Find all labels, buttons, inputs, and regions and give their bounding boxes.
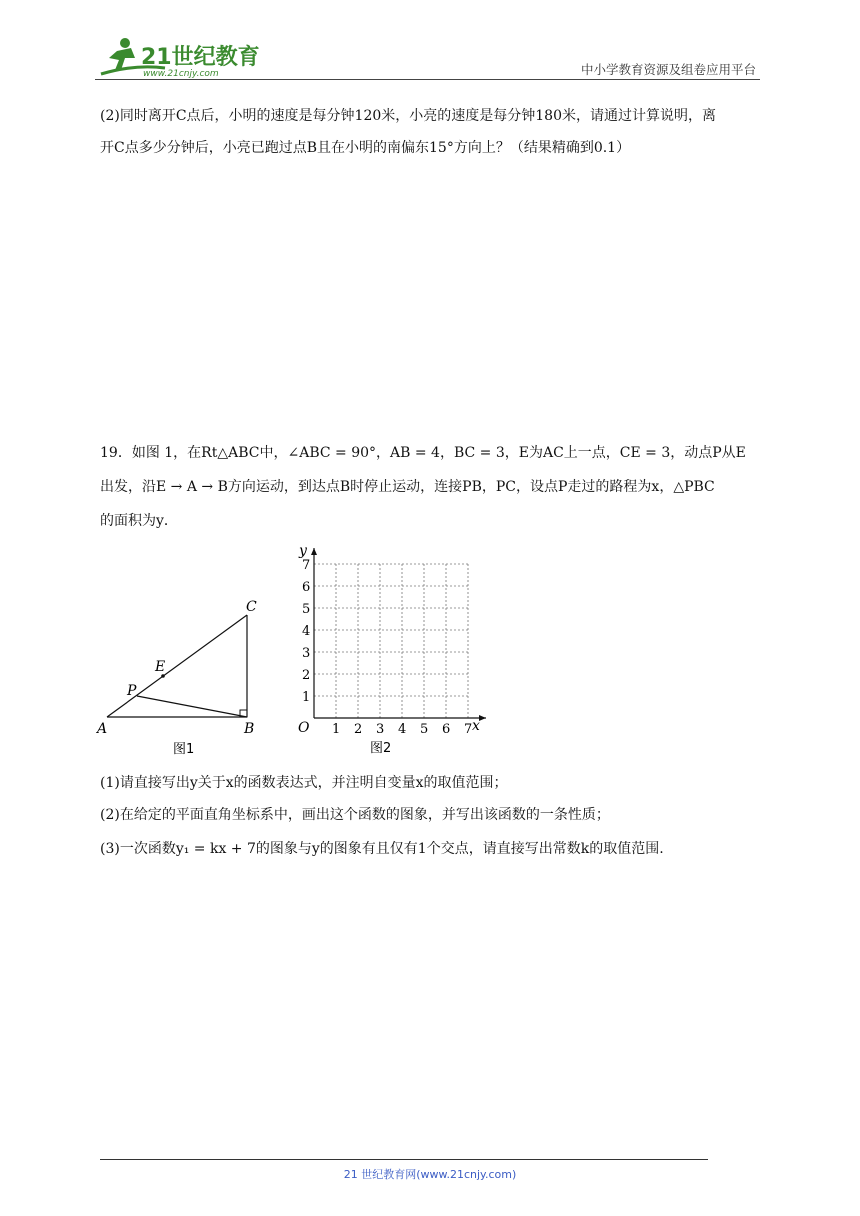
q19-line3: 的面积为y．: [100, 513, 178, 529]
x-tick-label: 2: [354, 722, 363, 737]
footer-divider: [100, 1159, 708, 1160]
y-tick-label: 2: [302, 668, 311, 683]
site-name: 中小学教育资源及组卷应用平台: [580, 62, 756, 77]
x-axis-arrow-icon: [479, 715, 486, 721]
label-E: E: [155, 659, 166, 675]
tick-labels: [302, 558, 472, 737]
y-tick-label: 1: [302, 690, 311, 705]
site-logo: [95, 34, 265, 82]
y-tick-label: 7: [302, 558, 311, 573]
q19-line2: 出发，沿E → A → B方向运动，到达点B时停止运动，连接PB，PC，设点P走过的路程为x，△PBC: [100, 479, 715, 495]
label-C: C: [246, 599, 257, 615]
q19-sub3: (3)一次函数y₁ = kx + 7的图象与y的图象有且仅有1个交点，请直接写出常数k的取值范围.: [100, 841, 664, 857]
x-axis-label: x: [472, 718, 480, 734]
logo-title: 21世纪教育: [141, 45, 260, 70]
label-B: B: [244, 721, 255, 737]
logo-url: www.21cnjy.com: [143, 69, 219, 79]
x-tick-label: 7: [464, 722, 473, 737]
y-axis-label: y: [299, 543, 307, 559]
q19-sub1: (1)请直接写出y关于x的函数表达式，并注明自变量x的取值范围；: [100, 775, 508, 791]
y-tick-label: 4: [302, 624, 311, 639]
y-tick-label: 5: [302, 602, 311, 617]
figure-1-caption: 图1: [173, 742, 195, 757]
y-tick-label: 3: [302, 646, 311, 661]
q19-sub2: (2)在给定的平面直角坐标系中，画出这个函数的图象，并写出该函数的一条性质；: [100, 807, 610, 823]
x-tick-label: 1: [332, 722, 341, 737]
q19-line1: 19．如图 1，在Rt△ABC中，∠ABC = 90°，AB = 4，BC = 3，E为AC上一点，CE = 3，动点P从E: [100, 445, 746, 461]
y-tick-label: 6: [302, 580, 311, 595]
figure-2-caption: 图2: [370, 741, 392, 756]
label-A: A: [97, 721, 108, 737]
grid-lines: [314, 564, 468, 718]
x-tick-label: 5: [420, 722, 429, 737]
q18-part2-line2: 开C点多少分钟后，小亮已跑过点B且在小明的南偏东15°方向上？（结果精确到0.1）: [100, 140, 631, 156]
origin-label: O: [298, 720, 310, 736]
x-tick-label: 6: [442, 722, 451, 737]
label-P: P: [127, 683, 137, 699]
q18-part2-line1: (2)同时离开C点后，小明的速度是每分钟120米，小亮的速度是每分钟180米，请通过计算说明，离: [100, 108, 716, 124]
x-tick-label: 3: [376, 722, 385, 737]
footer-text: 21 世纪教育网(www.21cnjy.com): [343, 1168, 517, 1181]
y-axis-arrow-icon: [311, 548, 317, 555]
figure-2-grid: [292, 540, 492, 758]
header-divider: [95, 79, 760, 80]
x-tick-label: 4: [398, 722, 407, 737]
axes: [311, 548, 486, 721]
figure-1-triangle: [95, 595, 270, 760]
